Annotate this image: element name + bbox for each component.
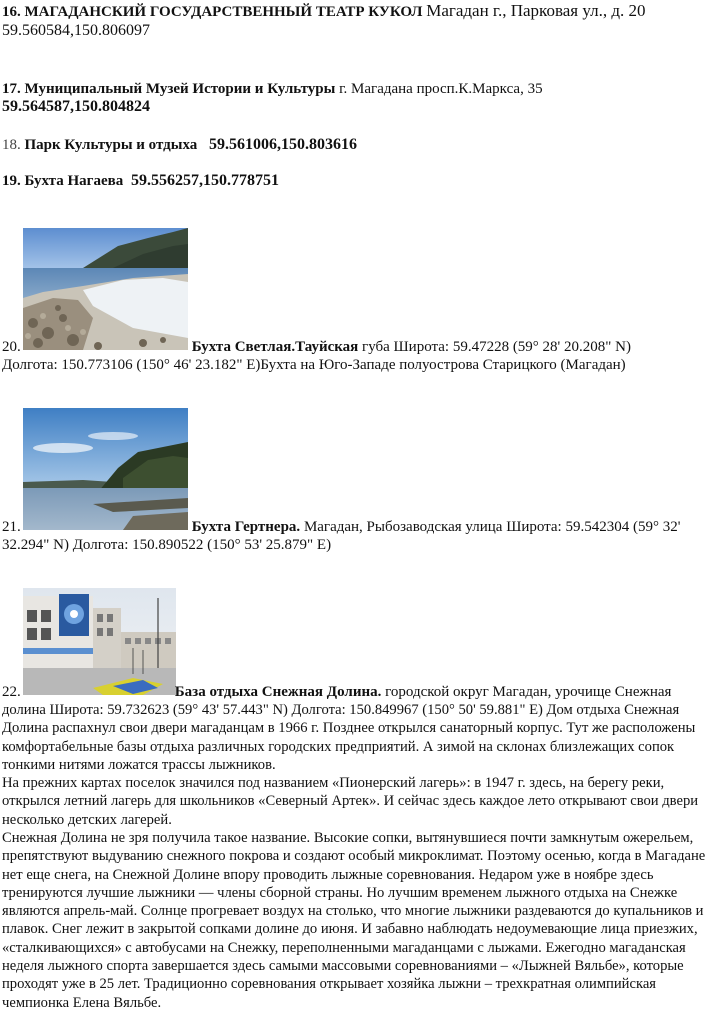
entry-20-line2: Долгота: 150.773106 (150° 46' 23.182" E)Бухта на Юго-Западе полуострова Старицкого (Магадан): [2, 357, 626, 373]
entry-22-number: 22.: [2, 684, 21, 700]
paragraph-3: Снежная Долина не зря получила такое название. Высокие сопки, вытянувшиеся почти замкнутым ожерельем, препятствуют выдуванию снежного покрова и создают особый микроклимат. Поэтому осенью, когда в Магадане нет еще снега, на Снежной Долине впору проводить лыжные соревнования. Недаром уже в ноябре здесь тренируются лучшие лыжники — члены сборной страны. Но лучшим временем лыжного отдыха на Снежке являются апрель-май. Солнце прогревает воздух на столько, что многие лыжники раздеваются до купальников и плавок. Снег лежит в закрытой сопками долине до июня. И забавно наблюдать недоумевающие лица приезжих, «сталкивающихся» с автобусами на Снежку, переполненными магаданцами с лыжами. Ежегодно магаданская неделя лыжного спорта завершается здесь самыми массовыми соревнованиями – «Лыжней Вяльбе», которые проходят уже в 25 лет. Традиционно соревнования открывает хозяйка лыжни – трехкратная олимпийская чемпионка Елена Вяльбе.: [2, 830, 706, 1011]
paragraph-1: долина Широта: 59.732623 (59° 43' 57.443" N) Долгота: 150.849967 (150° 50' 59.881" E) Дом отдыха Снежная Долина распахнул свои двери магаданцам в 1966 г. Позднее открылся санаторный корпус. Тут же расположены комфортабельные базы отдыха различных городских предприятий. А зимой на склонах близлежащих сопок тонкими нитями ложатся трассы лыжников.: [2, 702, 696, 773]
bay-gertnera-photo: [23, 408, 188, 530]
entry-22-line1: [2, 683, 671, 701]
entry-16-address: Магадан г., Парковая ул., д. 20: [426, 1, 646, 20]
entry-18-coords: 59.561006,150.803616: [209, 136, 357, 153]
entry-20-number: 20.: [2, 339, 21, 355]
entry-19-coords: 59.556257,150.778751: [130, 172, 279, 189]
entry-22-title: База отдыха Снежная Долина.: [174, 684, 382, 700]
entry-17-line1: [2, 80, 543, 98]
entry-16-line1: [2, 2, 646, 21]
entry-18-number: 18.: [2, 137, 21, 153]
entry-21-number: 21.: [2, 519, 21, 535]
entry-21-title: Бухта Гертнера.: [191, 519, 301, 535]
snezhnaya-dolina-photo: [23, 588, 176, 695]
entry-19-line: [2, 172, 279, 190]
entry-18-line: [2, 136, 357, 154]
entry-20-latitude: губа Широта: 59.47228 (59° 28' 20.208" N): [362, 339, 631, 355]
paragraph-2: На прежних картах поселок значился под названием «Пионерский лагерь»: в 1947 г. здесь, на берегу реки, открылся летний лагерь для школьников «Северный Артек». И сейчас здесь каждое лето открывают свои двери несколько детских лагерей.: [2, 775, 699, 828]
entry-17-coords: 59.564587,150.804824: [2, 98, 150, 115]
entry-20-title: Бухта Светлая.Тауйская: [191, 339, 359, 355]
bay-svetlaya-photo: [23, 228, 188, 350]
entry-21-line1: [2, 518, 680, 536]
entry-16-title: 16. МАГАДАНСКИЙ ГОСУДАРСТВЕННЫЙ ТЕАТР КУКОЛ: [2, 4, 423, 20]
entry-17-address: г. Магадана просп.К.Маркса, 35: [339, 81, 543, 97]
entry-18-title: Парк Культуры и отдыха: [24, 137, 198, 153]
entry-21-location: Магадан, Рыбозаводская улица Широта: 59.542304 (59° 32': [303, 519, 681, 535]
entry-20-line1: [2, 338, 631, 356]
entry-19-title: 19. Бухта Нагаева: [2, 173, 124, 189]
entry-16-coords: 59.560584,150.806097: [2, 22, 150, 39]
entry-22-location: городской округ Магадан, урочище Снежная: [385, 684, 672, 700]
entry-17-title: 17. Муниципальный Музей Истории и Культуры: [2, 81, 336, 97]
entry-21-line2: 32.294" N) Долгота: 150.890522 (150° 53' 25.879" E): [2, 537, 332, 553]
